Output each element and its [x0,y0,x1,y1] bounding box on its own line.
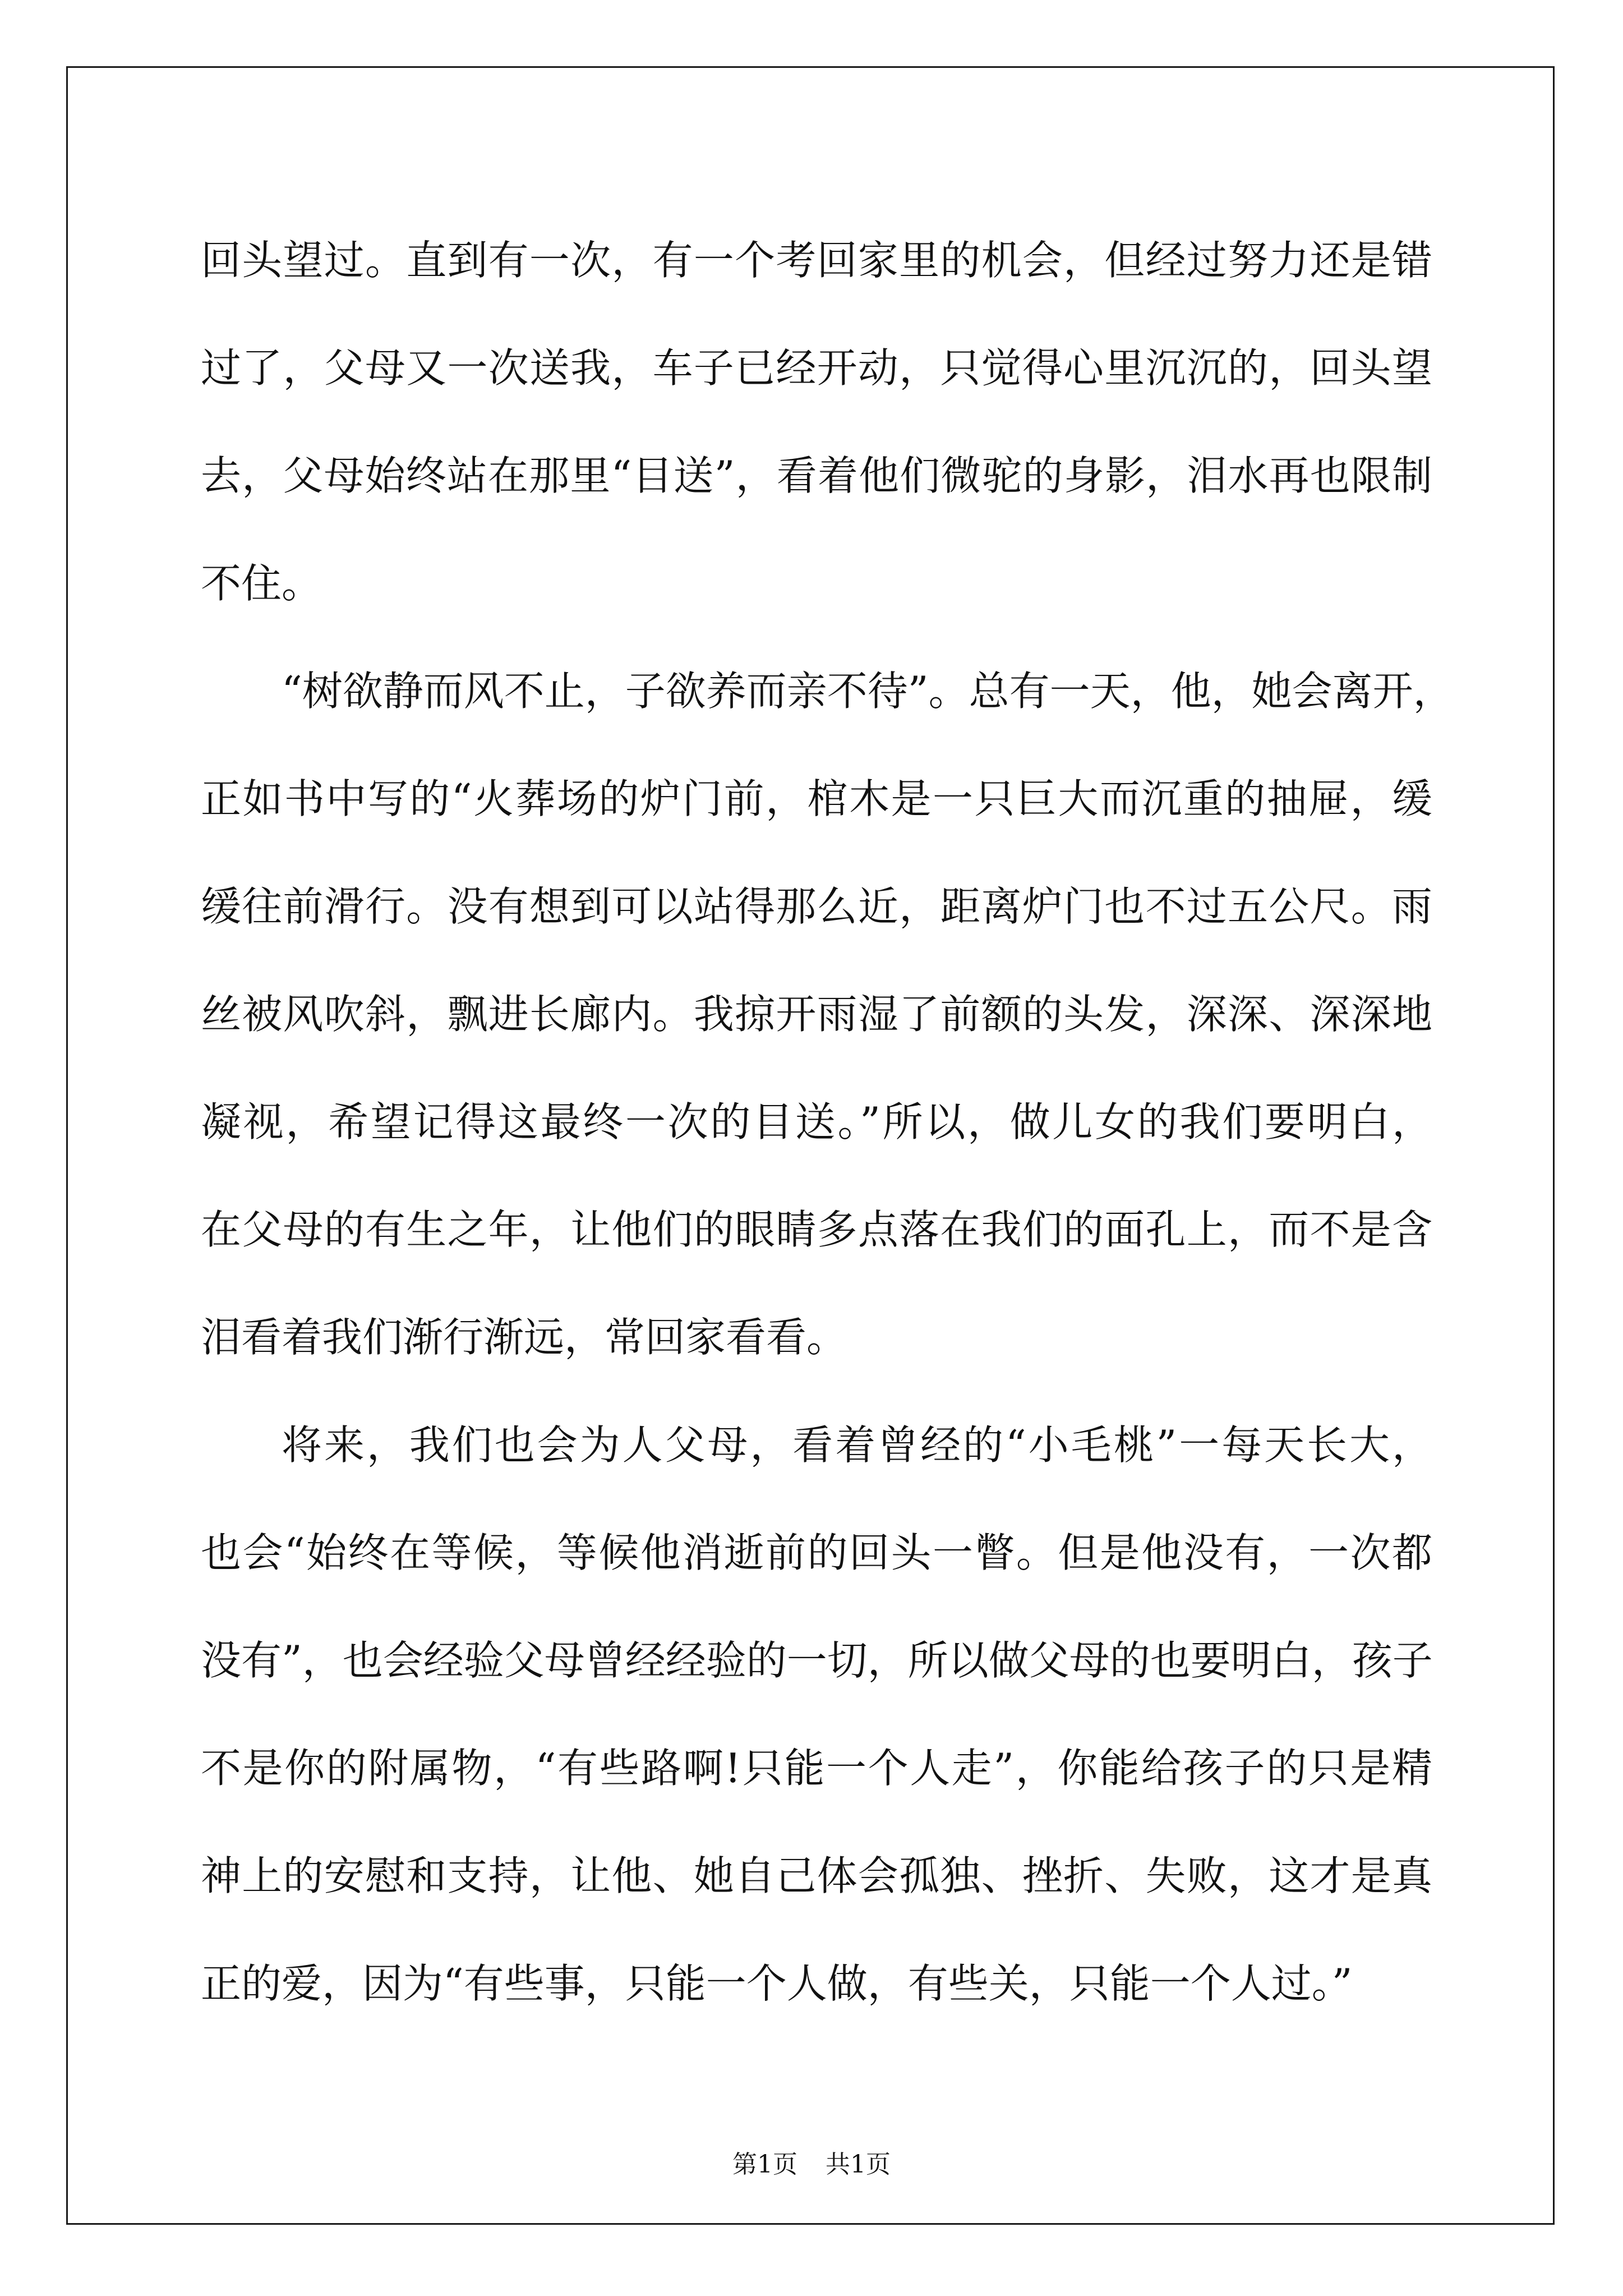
text-line: 将来，我们也会为人父母，看着曾经的“小毛桃”一每天长大， [282,1421,1432,1469]
text-line: “树欲静而风不止，子欲养而亲不待”。总有一天，他，她会离开， [282,668,1454,715]
text-line: 回头望过。直到有一次，有一个考回家里的机会，但经过努力还是错 [201,237,1432,284]
text-line: 缓往前滑行。没有想到可以站得那么近，距离炉门也不过五公尺。雨 [201,883,1432,930]
document-body [201,206,1454,2037]
paragraph-2 [201,637,1454,1391]
text-line: 不住。 [201,560,322,607]
text-line: 丝被风吹斜，飘进长廊内。我掠开雨湿了前额的头发，深深、深深地 [201,991,1432,1038]
text-line: 去，父母始终站在那里“目送”，看着他们微驼的身影，泪水再也限制 [201,452,1432,499]
text-line: 没有”，也会经验父母曾经经验的一切，所以做父母的也要明白，孩子 [201,1637,1433,1684]
text-line: 神上的安慰和支持，让他、她自己体会孤独、挫折、失败，这才是真 [201,1852,1432,1899]
paragraph-3 [201,1391,1432,2037]
text-line: 过了，父母又一次送我，车子已经开动，只觉得心里沉沉的，回头望 [201,344,1432,392]
text-line: 正的爱，因为“有些事，只能一个人做，有些关，只能一个人过。” [201,1960,1353,2007]
page-number-total: 共1页 [826,2150,891,2179]
text-line: 凝视，希望记得这最终一次的目送。”所以，做儿女的我们要明白， [201,1098,1432,1145]
text-line: 不是你的附属物，“有些路啊!只能一个人走”，你能给孩子的只是精 [201,1745,1432,1792]
text-line: 泪看着我们渐行渐远，常回家看看。 [201,1314,847,1361]
text-line: 正如书中写的“火葬场的炉门前，棺木是一只巨大而沉重的抽屉，缓 [201,775,1432,822]
text-line: 也会“始终在等候，等候他消逝前的回头一瞥。但是他没有，一次都 [201,1529,1432,1576]
page-footer [0,2144,1623,2180]
paragraph-1 [201,206,1432,637]
text-line: 在父母的有生之年，让他们的眼睛多点落在我们的面孔上，而不是含 [201,1206,1432,1253]
page-number-current: 第1页 [732,2150,797,2179]
